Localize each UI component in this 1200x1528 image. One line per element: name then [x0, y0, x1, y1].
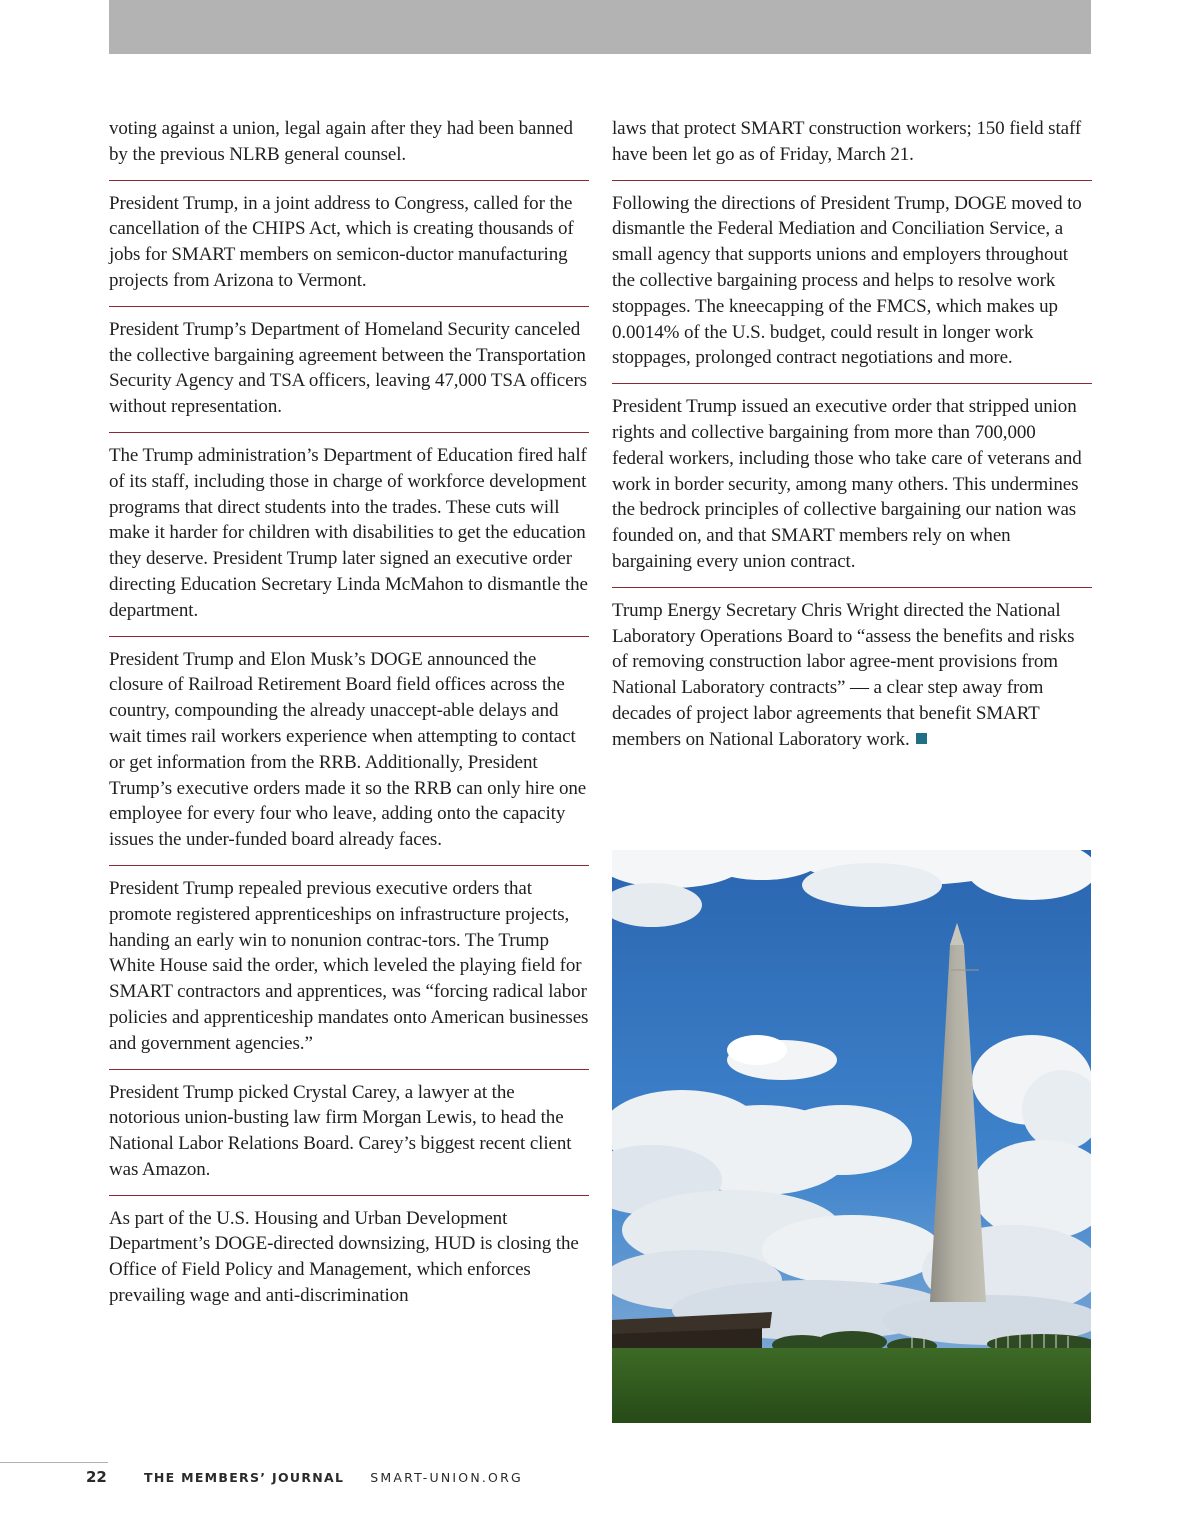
- footer-rule: [0, 1462, 108, 1463]
- article-paragraph: President Trump repealed previous executive orders that promote registered apprenticeships on infrastructure projects, handing an early win to nonunion contrac-tors. The Trump White House said the order, which leveled the playing field for SMART contractors and apprentices, was “forcing radical labor policies and apprenticeship mandates onto American businesses and government agencies.”: [109, 877, 589, 1054]
- page-number: 22: [86, 1468, 107, 1486]
- end-mark-icon: [916, 733, 927, 744]
- journal-name: THE MEMBERS’ JOURNAL: [144, 1469, 345, 1485]
- left-column: [109, 116, 589, 1309]
- page-footer: [86, 1466, 523, 1488]
- section-divider: [109, 1195, 589, 1196]
- article-paragraph: As part of the U.S. Housing and Urban Development Department’s DOGE-directed downsizing, HUD is closing the Office of Field Policy and Management, which enforces prevailing wage and anti-discrimination: [109, 1207, 579, 1307]
- section-divider: [109, 865, 589, 866]
- article-paragraph: The Trump administration’s Department of Education fired half of its staff, including those in charge of workforce development programs that direct students into the trades. These cuts will make it harder for children with disabilities to get the education they deserve. President Trump later signed an executive order directing Education Secretary Linda McMahon to dismantle the department.: [109, 444, 588, 621]
- article-paragraph: President Trump and Elon Musk’s DOGE announced the closure of Railroad Retirement Board field offices across the country, compounding the already unaccept-able delays and wait times rail workers experience when attempting to contact or get information from the RRB. Additionally, President Trump’s executive orders made it so the RRB can only hire one employee for every four who leave, adding onto the capacity issues the under-funded board already faces.: [109, 648, 587, 851]
- section-divider: [612, 180, 1092, 181]
- section-divider: [109, 180, 589, 181]
- article-paragraph: President Trump issued an executive order that stripped union rights and collective bargaining from more than 700,000 federal workers, including those who take care of veterans and work in border security, among many others. This undermines the bedrock principles of collective bargaining our nation was founded on, and that SMART members rely on when bargaining every union contract.: [612, 396, 1082, 572]
- article-paragraph: President Trump, in a joint address to Congress, called for the cancellation of the CHIPS Act, which is creating thousands of jobs for SMART members on semicon-ductor manufacturing projects from Arizona to Vermont.: [109, 192, 574, 291]
- section-divider: [109, 1069, 589, 1070]
- washington-monument-photo: [612, 850, 1091, 1423]
- article-paragraph-final: [612, 598, 1092, 753]
- site-url: SMART-UNION.ORG: [370, 1469, 523, 1485]
- article-paragraph: President Trump picked Crystal Carey, a lawyer at the notorious union-busting law firm Morgan Lewis, to head the National Labor Relations Board. Carey’s biggest recent client was Amazon.: [109, 1081, 572, 1180]
- article-paragraph: President Trump’s Department of Homeland Security canceled the collective bargaining agreement between the Transportation Security Agency and TSA officers, leaving 47,000 TSA officers without representation.: [109, 318, 587, 418]
- section-divider: [612, 383, 1092, 384]
- section-divider: [109, 636, 589, 637]
- article-paragraph: Following the directions of President Trump, DOGE moved to dismantle the Federal Mediation and Conciliation Service, a small agency that supports unions and employers throughout the collective bargaining process and helps to resolve work stoppages. The kneecapping of the FMCS, which makes up 0.0014% of the U.S. budget, could result in longer work stoppages, prolonged contract negotiations and more.: [612, 192, 1082, 369]
- section-divider: [109, 432, 589, 433]
- grass: [612, 1348, 1091, 1423]
- article-paragraph: voting against a union, legal again after they had been banned by the previous NLRB general counsel.: [109, 118, 573, 165]
- header-bar: [109, 0, 1091, 54]
- article-text: Trump Energy Secretary Chris Wright directed the National Laboratory Operations Board to “assess the benefits and risks of removing construction labor agree-ment provisions from National Laboratory contracts” — a clear step away from decades of project labor agreements that benefit SMART members on National Laboratory work.: [612, 599, 1075, 750]
- article-paragraph: laws that protect SMART construction workers; 150 field staff have been let go as of Friday, March 21.: [612, 118, 1082, 165]
- section-divider: [612, 587, 1092, 588]
- right-column: [612, 116, 1092, 753]
- section-divider: [109, 306, 589, 307]
